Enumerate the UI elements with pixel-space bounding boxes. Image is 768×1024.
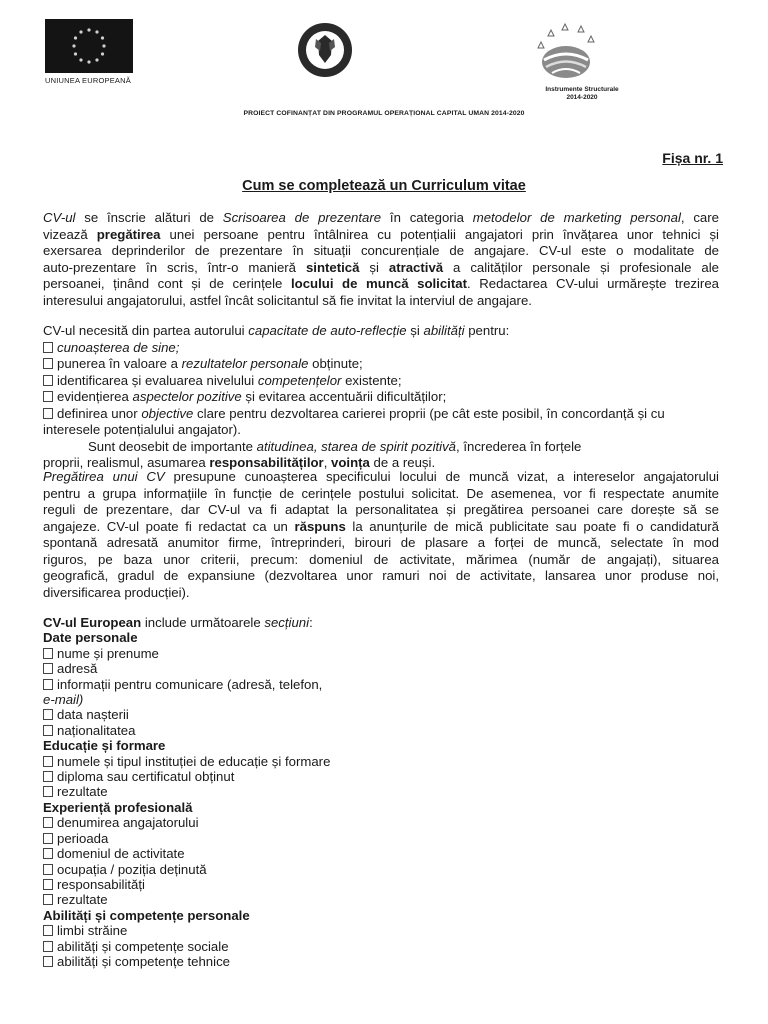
checkbox-icon <box>43 408 53 419</box>
checkbox-item <box>43 892 443 907</box>
government-emblem-logo <box>296 21 354 79</box>
checkbox-icon <box>43 956 53 967</box>
item-label: rezultate <box>57 784 108 800</box>
checkbox-icon <box>43 358 53 369</box>
checkbox-item <box>43 356 719 373</box>
structural-instruments-label <box>522 86 642 102</box>
text-line: proprii, realismul, asumarea responsabilităților, voința de a reuși. <box>43 455 436 470</box>
text-fragment: objective <box>141 405 194 421</box>
document-title: Cum se completează un Curriculum vitae <box>242 178 526 194</box>
text-fragment: CV-ul necesită din partea autorului <box>43 323 249 338</box>
checkbox-icon <box>43 679 53 690</box>
checkbox-icon <box>43 848 53 859</box>
item-label: domeniul de activitate <box>57 846 185 862</box>
checkbox-item <box>43 373 719 390</box>
item-label: data nașterii <box>57 707 129 723</box>
item-label: diploma sau certificatul obținut <box>57 769 235 785</box>
checkbox-icon <box>43 925 53 936</box>
checkbox-icon <box>43 391 53 402</box>
checkbox-item <box>43 954 443 969</box>
cv-sections-list <box>43 615 443 969</box>
checkbox-item <box>43 815 443 830</box>
checkbox-icon <box>43 342 53 353</box>
checkbox-icon <box>43 756 53 767</box>
item-label: adresă <box>57 661 98 677</box>
checkbox-icon <box>43 894 53 905</box>
checkbox-item <box>43 661 443 676</box>
item-label: ocupația / poziția deținută <box>57 861 207 877</box>
text-fragment: rezultatelor personale <box>181 356 309 371</box>
text-line: vizează pregătirea unei persoane pentru întâlnirea cu potențialii angajatori prin învățarea unor tehnici și <box>43 226 719 242</box>
checkbox-icon <box>43 817 53 828</box>
struct-label-line2: 2014-2020 <box>566 94 598 101</box>
checkbox-icon <box>43 941 53 952</box>
text-line <box>43 439 719 456</box>
text-fragment: abilități <box>423 323 465 338</box>
globe-stars-icon <box>528 20 603 82</box>
section-heading: Abilități și competențe personale <box>43 907 250 923</box>
eu-stars-icon <box>45 19 133 73</box>
checkbox-item <box>43 677 443 692</box>
text-fragment: CV-ul European <box>43 615 142 630</box>
checkbox-item <box>43 754 443 769</box>
text-fragment: aspectelor pozitive <box>132 389 242 404</box>
text-fragment: capacitate de auto-reflecție <box>248 323 407 338</box>
checkbox-icon <box>43 864 53 875</box>
checkbox-item <box>43 707 443 722</box>
paragraph-requirements <box>43 323 719 472</box>
text-line <box>43 323 719 340</box>
checkbox-icon <box>43 709 53 720</box>
eu-label: UNIUNEA EUROPEANĂ <box>45 76 131 85</box>
paragraph-intro <box>43 210 719 309</box>
checkbox-item <box>43 769 443 784</box>
item-label: rezultate <box>57 892 108 908</box>
item-label: numele și tipul instituției de educație și formare <box>57 753 331 769</box>
text-fragment: atitudinea, starea de spirit pozitivă <box>256 438 457 454</box>
section-heading: Educație și formare <box>43 738 166 754</box>
checkbox-icon <box>43 771 53 782</box>
checkbox-item <box>43 923 443 938</box>
text-fragment: definirea unor <box>57 405 142 421</box>
item-label: nume și prenume <box>57 645 159 661</box>
item-label: responsabilități <box>57 876 145 892</box>
eu-flag-logo <box>45 19 133 73</box>
text-fragment: identificarea și evaluarea nivelului <box>57 372 258 388</box>
checkbox-item <box>43 831 443 846</box>
checkbox-icon <box>43 879 53 890</box>
item-label: perioada <box>57 830 109 846</box>
checkbox-item <box>43 340 719 357</box>
text-line: riguros, pe baza unor criterii, precum: domeniul de activitate, mărimea (număr de angajați), situarea <box>43 551 719 567</box>
checkbox-item <box>43 389 719 406</box>
text-fragment: : <box>309 615 313 630</box>
text-line: spontană adresată anumitor firme, întreprinderi, birouri de plasare a forței de muncă, selectate în mod <box>43 535 719 550</box>
checkbox-item <box>43 784 443 799</box>
text-fragment: existente; <box>341 372 402 388</box>
text-line: interesului angajatorului, astfel încât solicitantul să fie invitat la interviul de angajare. <box>43 292 532 308</box>
checkbox-item <box>43 939 443 954</box>
checkbox-item <box>43 877 443 892</box>
item-label: denumirea angajatorului <box>57 815 199 831</box>
text-line: interesele potențialului angajator). <box>43 422 241 437</box>
text-fragment: cunoașterea de sine; <box>57 339 180 355</box>
text-line: diversificarea producției). <box>43 584 190 600</box>
section-heading: Date personale <box>43 630 138 646</box>
item-label: naționalitatea <box>57 722 136 738</box>
checkbox-item <box>43 723 443 738</box>
text-fragment: pentru: <box>464 323 510 338</box>
text-fragment: Sunt deosebit de importante <box>88 438 257 454</box>
checkbox-item <box>43 846 443 861</box>
item-label: informații pentru comunicare (adresă, telefon, <box>57 676 323 692</box>
text-fragment: clare pentru dezvoltarea carierei proprii (pe cât este posibil, în concordanță și cu <box>193 405 665 421</box>
item-continuation <box>43 692 443 707</box>
item-label: abilități și competențe tehnice <box>57 953 231 969</box>
paragraph-preparation <box>43 469 719 601</box>
text-line: exersarea deprinderilor de prezentare în situații concurențiale de angajare. CV-ul este o modalitate de <box>43 243 719 258</box>
text-line: auto-prezentare în scris, într-o manieră sintetică și atractivă a calităților personale și profesionale ale <box>43 259 719 275</box>
item-label: limbi străine <box>57 923 128 939</box>
text-fragment: punerea în valoare a <box>57 356 182 371</box>
text-fragment: evidențierea <box>57 389 133 404</box>
sections-intro <box>43 615 443 630</box>
checkbox-item <box>43 862 443 877</box>
text-fragment: și evitarea accentuării dificultăților; <box>241 389 447 404</box>
sheet-number: Fișa nr. 1 <box>662 150 723 166</box>
checkbox-item <box>43 406 719 423</box>
section-heading: Experiență profesională <box>43 799 193 815</box>
text-fragment: obținute; <box>308 356 363 371</box>
checkbox-icon <box>43 648 53 659</box>
text-fragment: secțiuni <box>264 615 310 630</box>
text-fragment: include următoarele <box>141 615 265 630</box>
text-line: angajeze. CV-ul poate fi redactat ca un răspuns la anunțurile de mică publicitate sau poate fi o candidatură <box>43 518 720 534</box>
item-label: e-mail) <box>43 692 84 708</box>
checkbox-item <box>43 646 443 661</box>
item-label: abilități și competențe sociale <box>57 938 229 954</box>
checkbox-icon <box>43 833 53 844</box>
text-line: geografică, gradul de expansiune (dezvoltarea unor ramuri noi de activitate, lansarea unor produse noi, <box>43 568 719 583</box>
text-fragment: , încrederea în forțele <box>456 438 582 454</box>
checkbox-icon <box>43 663 53 674</box>
text-line: reguli de prezentare, dar CV-ul va fi adaptat la personalitatea și pregătirea persoanei care dorește să se <box>43 502 719 517</box>
text-line: pentru a grupa informațiile în funcție de cerințele postului solicitat. De asemenea, vor fi respectate anumite <box>43 485 719 501</box>
project-cofinance-line: PROIECT COFINANȚAT DIN PROGRAMUL OPERAȚIONAL CAPITAL UMAN 2014-2020 <box>243 110 525 117</box>
coat-of-arms-icon <box>296 21 354 79</box>
text-line: persoanei, ținând cont și de cerințele locului de muncă solicitat. Redactarea CV-ului urmărește trezirea <box>43 276 719 291</box>
checkbox-icon <box>43 725 53 736</box>
text-fragment: și <box>406 323 424 338</box>
checkbox-icon <box>43 786 53 797</box>
text-line: Pregătirea unui CV presupune cunoașterea specificului locului de muncă vizat, a intereselor angajatorului <box>43 469 719 484</box>
structural-instruments-logo <box>528 20 603 82</box>
struct-label-line1: Instrumente Structurale <box>545 86 619 93</box>
checkbox-icon <box>43 375 53 386</box>
text-fragment: competențelor <box>257 372 342 388</box>
text-line: CV-ul se înscrie alături de Scrisoarea de prezentare în categoria metodelor de marketing personal, care <box>43 210 719 225</box>
